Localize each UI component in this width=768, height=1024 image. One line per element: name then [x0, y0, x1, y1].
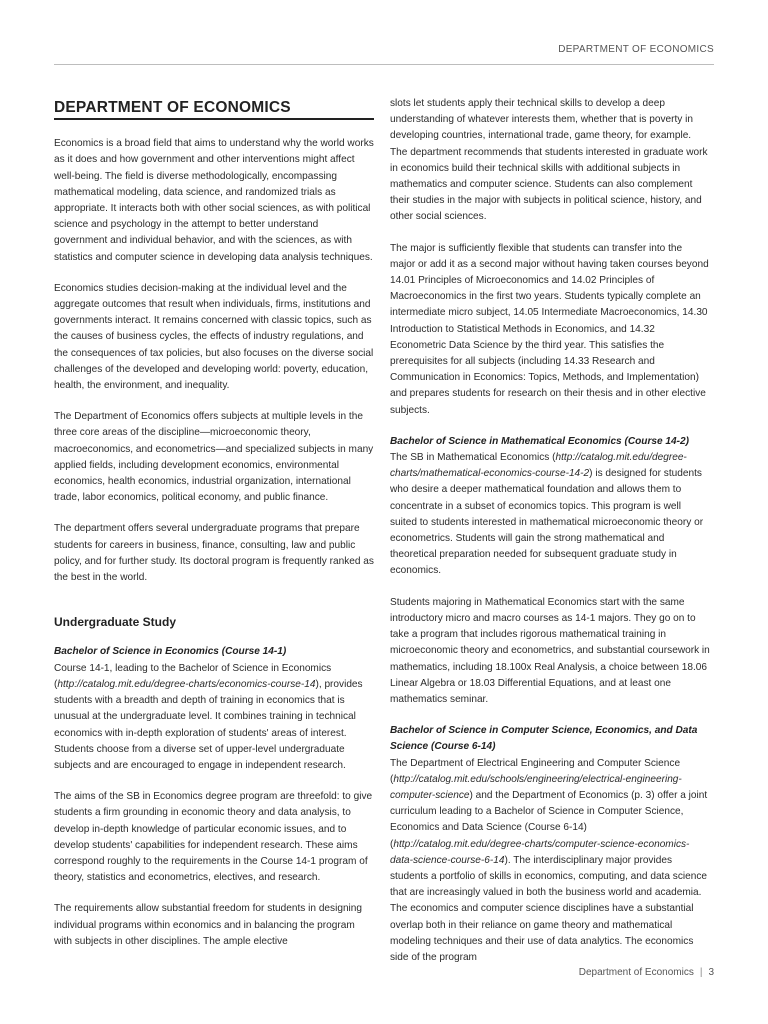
footer-separator: | [699, 967, 703, 978]
page-number: 3 [708, 967, 714, 978]
requirements-paragraph: The requirements allow substantial freedom for students in designing individual programs within economics and in balancing the program with subjects in other disciplines. The ample elective [54, 903, 363, 947]
footer-label: Department of Economics [578, 967, 694, 978]
catalog-link[interactable]: http://catalog.mit.edu/degree-charts/computer-science-economics-data-science-course-6-14 [390, 838, 690, 866]
text-run: ), provides students with a breadth and depth of training in economics that is unusual at the undergraduate level. It combines training in technical economics with in-depth exploration of students' areas of interest. Students choose from a diverse set of upper-level undergraduate subjects and are encouraged to engage in independent research. [54, 678, 363, 771]
electives-paragraph: slots let students apply their technical skills to develop a deep understanding of whatever interests them, whether that is poverty in developing countries, international trade, game theory, for example. The department recommends that students interested in graduate work in economics build their technical skills with additional subjects in mathematics and computer science. Students can also complement their studies in the major with subjects in political science, history, and other social sciences. [390, 98, 708, 223]
intro-paragraph-4: The department offers several undergraduate programs that prepare students for careers in business, finance, consulting, law and public policy, and for further study. Its doctoral program is frequently ranked as the best in the world. [54, 523, 374, 584]
math-econ-paragraph: Students majoring in Mathematical Economics start with the same introductory micro and macro courses as 14-1 majors. They go on to take a program that includes rigorous mathematical training in microeconomic theory and econometrics, and substantial coursework in mathematics, including 18.100x Real Analysis, a choice between 18.06 Linear Algebra or 18.03 Differential Equations, and at least one mathematics seminar. [390, 596, 710, 705]
text-run: ). The interdisciplinary major provides students a portfolio of skills in economics, computing, and data science that are increasingly valued in both the business world and academia. The economics and computer science disciplines have a substantial overlap both in their reliance on game theory and mathematical modeling techniques and their use of data analytics. The economics side of the program [390, 854, 708, 963]
course-6-14-paragraph [390, 756, 710, 967]
subheading-course-14-1: Bachelor of Science in Economics (Course 14-1) [54, 646, 287, 658]
page-title: DEPARTMENT OF ECONOMICS [54, 100, 374, 120]
subheading-course-6-14: Bachelor of Science in Computer Science, Economics, and Data Science (Course 6-14) [390, 725, 698, 753]
text-run: ) and the Department of Economics (p. 3) offer a joint curriculum leading to a Bachelor of Science in Computer Science, Economics and Data Science (Course 6-14) ( [390, 789, 708, 850]
header-rule [54, 64, 714, 65]
section-heading-undergraduate: Undergraduate Study [54, 615, 177, 630]
flexibility-paragraph: The major is sufficiently flexible that students can transfer into the major or add it as a second major without having taken courses beyond 14.01 Principles of Microeconomics and 14.02 Principles of Macroeconomics in the first two years. Students typically complete an intermediate micro subject, 14.05 Intermediate Macroeconomics, 14.30 Introduction to Statistical Methods in Economics, and 14.32 Econometric Data Science by the third year. This satisfies the prerequisites for all subjects (including 14.33 Research and Communication in Economics: Topics, Methods, and Implementation) and prepares students for research on their thesis and in other elective subjects. [390, 242, 709, 416]
text-run: The Department of Electrical Engineering and Computer Science ( [390, 757, 681, 785]
course-14-1-paragraph [54, 661, 374, 774]
left-column [54, 96, 374, 965]
catalog-link[interactable]: http://catalog.mit.edu/schools/engineering/electrical-engineering-computer-science [390, 773, 682, 801]
running-header: DEPARTMENT OF ECONOMICS [558, 44, 714, 55]
intro-paragraph-1: Economics is a broad field that aims to understand why the world works as it does and how government and other interventions might affect well-being. The field is diverse methodologically, encompassing mathematical modeling, data science, and randomized trials as appropriate. It interacts both with other social sciences, as with political science and psychology in the attempt to better understand government and individual behavior, and with the sciences, as with statistics and computer science in developing data analysis techniques. [54, 138, 374, 263]
text-run: Course 14-1, leading to the Bachelor of Science in Economics ( [54, 662, 332, 690]
text-run: The SB in Mathematical Economics ( [390, 452, 556, 464]
catalog-link[interactable]: http://catalog.mit.edu/degree-charts/economics-course-14 [57, 678, 316, 690]
page-footer [579, 967, 714, 978]
intro-paragraph-3: The Department of Economics offers subjects at multiple levels in the three core areas of the discipline—microeconomic theory, macroeconomics, and econometrics—and specialized subjects in many applied fields, including development economics, environmental economics, health economics, industrial organization, international trade, labor economics, political economy, and public finance. [54, 411, 374, 504]
aims-paragraph: The aims of the SB in Economics degree program are threefold: to give students a firm grounding in economic theory and data analysis, to develop in-depth knowledge of particular economic issues, and to develop students' capabilities for independent research. These aims correspond roughly to the requirements in the Course 14-1 program of theory, statistics and econometrics, electives, and research. [54, 791, 373, 884]
intro-paragraph-2: Economics studies decision-making at the individual level and the aggregate outcomes that result when individuals, firms, institutions and governments interact. It remains concerned with classic topics, such as the causes of business cycles, the effects of industry regulations, and the consequences of tax policies, but also focuses on the diverse social challenges of the developed and developing world: poverty, education, health, the environment, and inequality. [54, 282, 374, 392]
text-run: ) is designed for students who desire a deeper mathematical foundation and allows them to concentrate in a subset of economics topics. This program is well suited to students interested in mathematical microeconomic theory or econometrics. Students will gain the strong mathematical and theoretical preparation needed for subsequent graduate study in economics. [390, 468, 704, 577]
right-column [390, 96, 710, 981]
catalog-link[interactable]: http://catalog.mit.edu/degree-charts/mathematical-economics-course-14-2 [390, 452, 687, 480]
course-14-2-paragraph [390, 450, 710, 580]
subheading-course-14-2: Bachelor of Science in Mathematical Economics (Course 14-2) [390, 435, 689, 447]
